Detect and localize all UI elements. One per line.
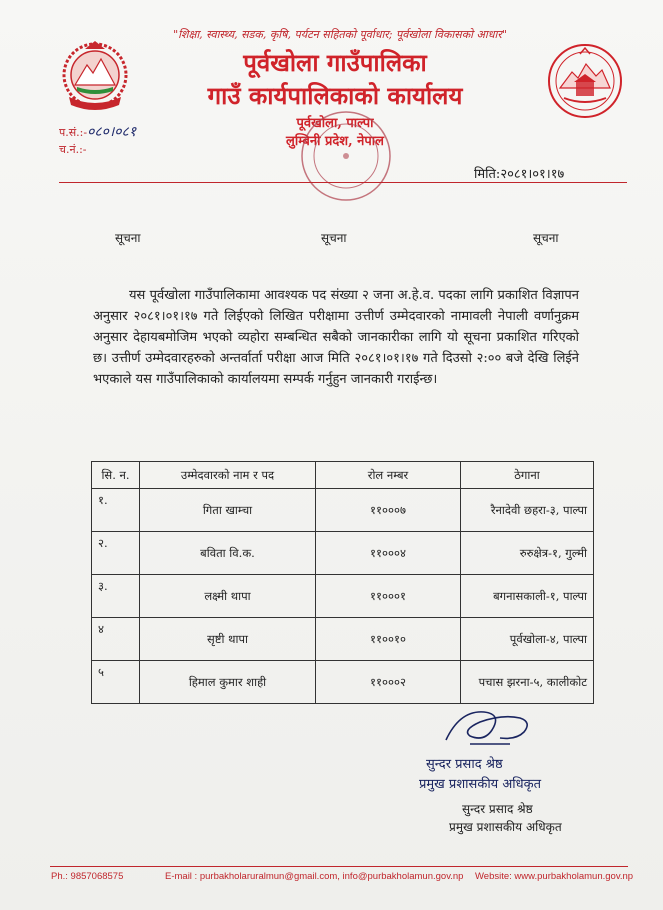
table-row (92, 661, 594, 704)
signature-icon (440, 700, 540, 750)
serial-cell: २. (92, 532, 140, 575)
address-cell: पचास झरना-५, कालीकोट (461, 661, 594, 704)
roll-cell: ११०००१ (316, 575, 461, 618)
address-cell: पूर्वखोला-४, पाल्पा (461, 618, 594, 661)
column-header: सि. न. (92, 462, 140, 489)
reference-number (59, 122, 136, 141)
signatory-name-stamp: सुन्दर प्रसाद श्रेष्ठ (462, 802, 533, 816)
column-header: ठेगाना (461, 462, 594, 489)
ref-label: प.सं.:- (59, 126, 88, 139)
letter-date (474, 164, 564, 182)
footer-email: E-mail : purbakholaruralmun@gmail.com, info@purbakholamun.gov.np (165, 871, 464, 882)
signatory-title-handwritten: प्रमुख प्रशासकीय अधिकृत (419, 777, 542, 792)
nepal-emblem-icon (55, 35, 135, 117)
location-line1: पूर्वखोला, पाल्पा (296, 116, 374, 131)
column-header: उम्मेदवारको नाम र पद (140, 462, 316, 489)
location-line2: लुम्बिनी प्रदेश, नेपाल (286, 134, 384, 149)
header-divider (59, 182, 627, 183)
table-header-row (92, 462, 594, 489)
candidate-table (91, 461, 594, 704)
roll-cell: ११०००४ (316, 532, 461, 575)
footer-divider (50, 866, 628, 867)
notice-paragraph: यस पूर्वखोला गाउँपालिकामा आवश्यक पद संख्या २ जना अ.हे.व. पदका लागि प्रकाशित विज्ञापन अनुसार २०८१।०१।१७ गते लिईएको लिखित परीक्षामा उत्तीर्ण उम्मेदवारको नामावली नेपाली वर्णानुक्रम अनुसार देहायबमोजिम भएको व्यहोरा सम्बन्धित सबैको जानकारीका लागि यो सूचना प्रकाशित गरिएको छ। उत्तीर्ण उम्मेदवारहरुको अन्तर्वार्ता परीक्षा आज मिति २०८१।०१।१७ गते दिउसो २:०० बजे देखि लिईने भएकाले यस गाउँपालिकाको कार्यालयमा सम्पर्क गर्नुहुन जानकारी गराईन्छ। (93, 288, 579, 387)
notice-label-left: सूचना (115, 231, 141, 245)
signatory-name-handwritten: सुन्दर प्रसाद श्रेष्ठ (426, 757, 503, 772)
footer-phone: Ph.: 9857068575 (51, 871, 124, 882)
serial-cell: ४ (92, 618, 140, 661)
slogan: "शिक्षा, स्वास्थ्य, सडक, कृषि, पर्यटन सहितको पूर्वाधार; पूर्वखोला विकासको आधार" (173, 28, 507, 41)
table-row (92, 532, 594, 575)
column-header: रोल नम्बर (316, 462, 461, 489)
serial-cell: ५ (92, 661, 140, 704)
table-row (92, 618, 594, 661)
roll-cell: ११००१० (316, 618, 461, 661)
name-cell: सृष्टी थापा (140, 618, 316, 661)
table-row (92, 489, 594, 532)
date-label: मिति: (474, 167, 501, 182)
address-cell: बगनासकाली-१, पाल्पा (461, 575, 594, 618)
address-cell: रैनादेवी छहरा-३, पाल्पा (461, 489, 594, 532)
office-name-line1: पूर्वखोला गाउँपालिका (243, 49, 427, 77)
notice-label-center: सूचना (321, 231, 347, 245)
address-cell: रुरुक्षेत्र-१, गुल्मी (461, 532, 594, 575)
office-name-line2: गाउँ कार्यपालिकाको कार्यालय (207, 82, 463, 110)
municipality-logo-icon (546, 42, 624, 120)
name-cell: गिता खाम्चा (140, 489, 316, 532)
footer-website: Website: www.purbakholamun.gov.np (475, 871, 634, 882)
ref-value: ०८०।०८१ (87, 124, 137, 140)
table-row (92, 575, 594, 618)
notice-body (93, 285, 579, 390)
notice-label-right: सूचना (533, 231, 559, 245)
name-cell: लक्ष्मी थापा (140, 575, 316, 618)
signatory-title-stamp: प्रमुख प्रशासकीय अधिकृत (449, 820, 562, 834)
roll-cell: ११०००२ (316, 661, 461, 704)
roll-cell: ११०००७ (316, 489, 461, 532)
office-stamp-icon (296, 108, 396, 204)
serial-cell: ३. (92, 575, 140, 618)
dispatch-number-label: च.नं.:- (59, 143, 87, 156)
serial-cell: १. (92, 489, 140, 532)
name-cell: बविता वि.क. (140, 532, 316, 575)
date-value: २०८१।०१।१७ (500, 167, 565, 182)
name-cell: हिमाल कुमार शाही (140, 661, 316, 704)
